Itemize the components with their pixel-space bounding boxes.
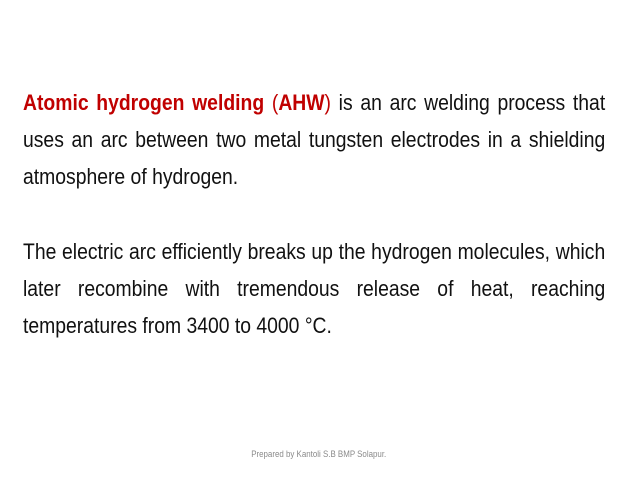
definition-paragraph [23, 84, 605, 195]
open-parenthesis: ( [271, 90, 279, 115]
footer-credit [0, 449, 638, 459]
term-highlight: Atomic hydrogen welding [23, 90, 265, 115]
footer-text: Prepared by Kantoli S.B BMP Solapur. [251, 449, 387, 459]
definition-text: is an arc welding process that uses an arc between two metal tungsten electrodes in a shielding atmosphere of hydrogen. [23, 90, 606, 189]
close-parenthesis: ) [324, 90, 331, 115]
description-paragraph: The electric arc efficiently breaks up the hydrogen molecules, which later recombine with tremendous release of heat, reaching temperatures from 3400 to 4000 °C. [23, 239, 606, 338]
abbreviation-highlight: AHW [278, 90, 325, 115]
